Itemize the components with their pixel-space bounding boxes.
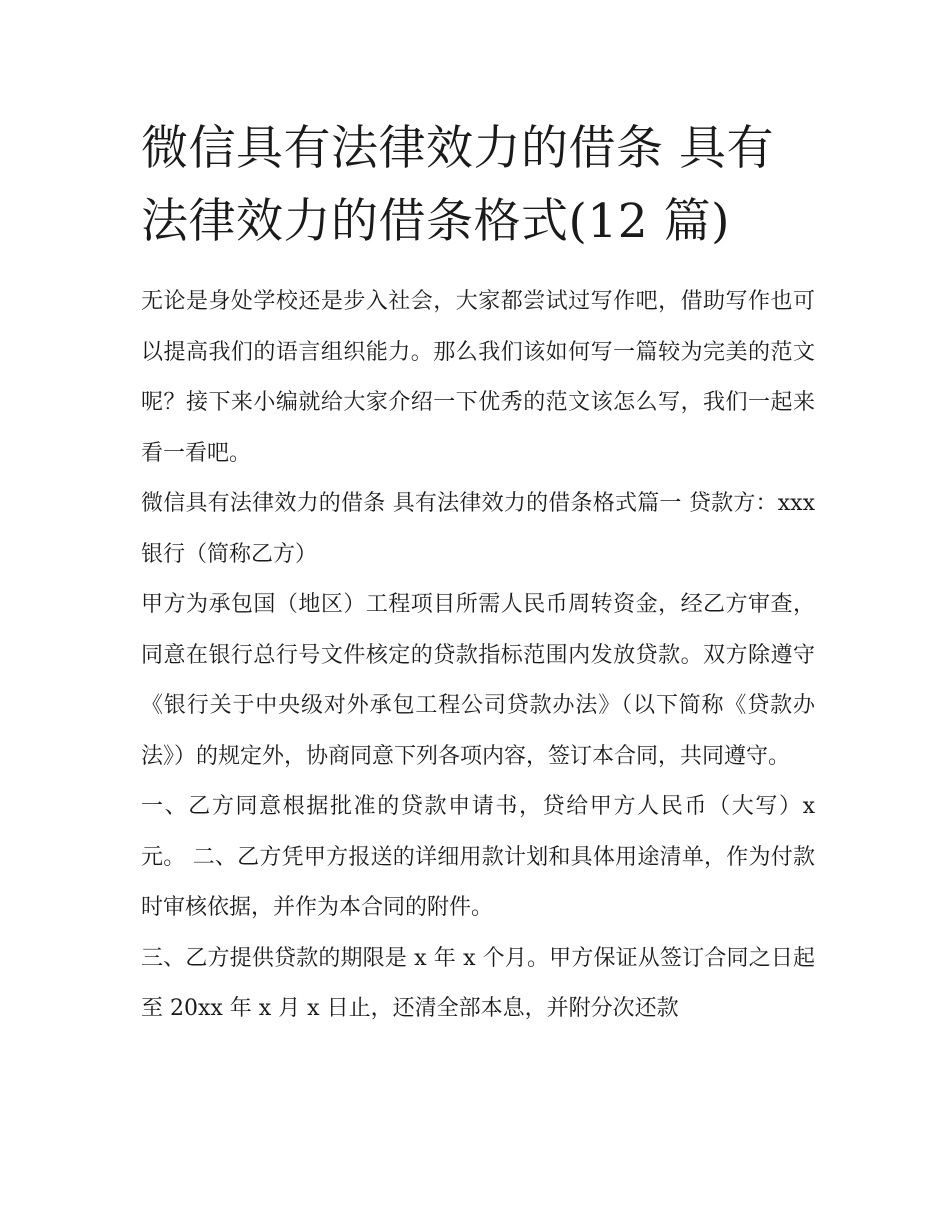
document-page xyxy=(141,112,815,1035)
clause-three-paragraph: 三、乙方提供贷款的期限是 x 年 x 个月。甲方保证从签订合同之日起至 20xx 年 x 月 x 日止，还清全部本息，并附分次还款 xyxy=(141,945,815,1021)
document-title: 微信具有法律效力的借条 具有法律效力的借条格式(12 篇) xyxy=(141,121,774,249)
contract-preamble-paragraph: 甲方为承包国（地区）工程项目所需人民币周转资金，经乙方审查，同意在银行总行号文件核定的贷款指标范围内发放贷款。双方除遵守《银行关于中央级对外承包工程公司贷款办法》（以下简称《贷款办法》）的规定外，协商同意下列各项内容，签订本合同，共同遵守。 xyxy=(141,592,815,769)
clause-one-two-paragraph: 一、乙方同意根据批准的贷款申请书，贷给甲方人民币（大写）x 元。 二、乙方凭甲方报送的详细用款计划和具体用途清单，作为付款时审核依据，并作为本合同的附件。 xyxy=(141,794,815,920)
intro-paragraph: 无论是身处学校还是步入社会，大家都尝试过写作吧，借助写作也可以提高我们的语言组织能力。那么我们该如何写一篇较为完美的范文呢？接下来小编就给大家介绍一下优秀的范文该怎么写，我们一起来看一看吧。 xyxy=(141,289,815,466)
section-heading-paragraph: 微信具有法律效力的借条 具有法律效力的借条格式篇一 贷款方：xxx 银行（简称乙方） xyxy=(141,491,815,567)
